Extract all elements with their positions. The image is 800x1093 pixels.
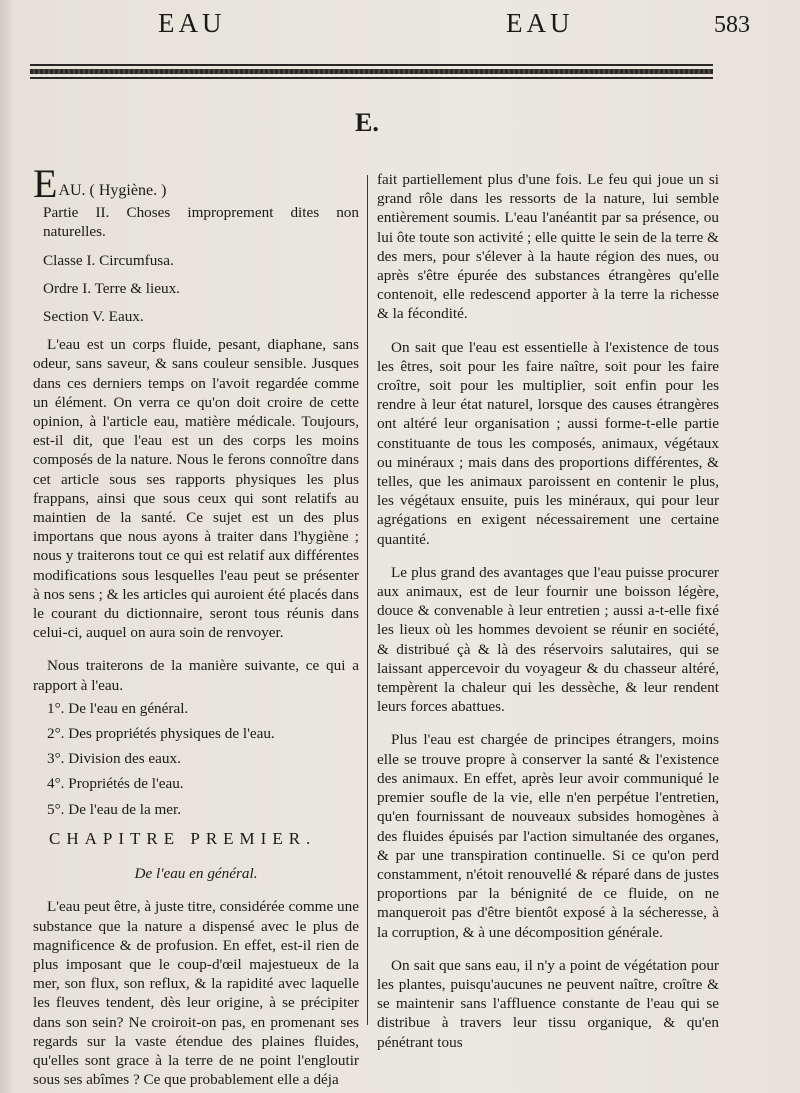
right-paragraph-5: On sait que sans eau, il n'y a point de végétation pour les plantes, puisqu'aucunes ne peuvent naître, croître & se maintenir sans l'affluence constante de l'eau qui se distribue à travers leur tissu organique, & qu'en pénétrant tous bbox=[377, 956, 719, 1051]
plan-item: 5°. De l'eau de la mer. bbox=[47, 800, 182, 818]
chapter-paragraph: L'eau peut être, à juste titre, considérée comme une substance que la nature a dispensé avec le plus de magnificence & de profusion. En effet, est-il rien de plus imposant que le coup-d'œil majestueux de la mer, son flux, son reflux, & la rapidité avec laquelle les fleuves tendent, dès leur origine, à se précipiter dans son sein? Ne croiroit-on pas, en promenant ses regards sur la vaste étendue des plaines fluides, qu'elles sont grace à la terre de ne point l'engloutir sous ses abîmes ? Ce que probablement elle a déja bbox=[33, 898, 359, 1089]
chapter-heading: CHAPITRE PREMIER. bbox=[49, 828, 317, 848]
drop-cap: E bbox=[33, 161, 58, 206]
classification-section: Section V. Eaux. bbox=[43, 308, 144, 326]
intro-paragraph: L'eau est un corps fluide, pesant, diaphane, sans odeur, sans saveur, & sans couleur sensible. Jusques dans ces derniers temps on l'avoit regardée comme un élément. On verra ce qu'on doit croire de cette opinion, à l'article eau, matière médicale. Toujours, est-il dit, que l'eau est un des corps les moins composés de la nature. Nous le ferons connoître dans cet article sous ses rapports physiques les plus frappans, ainsi que sous ceux qui sont relatifs au maintien de la santé. Ce sujet est un des plus importans que nous ayons à traiter dans l'hygiène ; nous y traiterons tout ce qui est relatif aux différentes modifications sous lesquelles l'eau peut se présenter à nos sens ; & les articles qui auroient été placés dans le courant du dictionnaire, seront tous réunis dans celui-ci, auquel on aura soin de renvoyer. bbox=[33, 336, 359, 642]
right-paragraph-1: fait partiellement plus d'une fois. Le feu qui joue un si grand rôle dans les ressorts de la nature, lui semble entièrement soumis. L'eau l'anéantit par sa présence, ou lui ôte toute son activité ; elle quitte le sein de la terre & des mers, pour s'élever à la haute région des nues, ou après s'être épurée des substances étrangères qu'elle contenoit, elle redescend apporter à la terre la richesse & la fécondité. bbox=[377, 171, 719, 323]
header-rule bbox=[30, 64, 713, 79]
right-paragraph-3: Le plus grand des avantages que l'eau puisse procurer aux animaux, est de leur fournir une boisson légère, douce & convenable à leur entretien ; aussi a-t-elle fixé les lieux où les hommes devoient se réunir en société, & distribué çà & là des réservoirs salutaires, qui se laissant appercevoir du voyageur & du chasseur altéré, tempèrent la chaleur qui les dessèche, & leur rendent leurs forces abattues. bbox=[377, 563, 719, 716]
right-column bbox=[377, 170, 719, 1052]
classification-order: Ordre I. Terre & lieux. bbox=[43, 279, 180, 297]
classification-class: Classe I. Circumfusa. bbox=[43, 251, 174, 269]
left-column bbox=[33, 161, 359, 1089]
page-number: 583 bbox=[714, 12, 750, 38]
running-head-center: EAU bbox=[506, 8, 574, 38]
plan-intro: Nous traiterons de la manière suivante, ce qui a rapport à l'eau. bbox=[33, 657, 359, 694]
right-paragraph-2: On sait que l'eau est essentielle à l'existence de tous les êtres, soit pour les faire naître, soit pour les faire croître, soit pour les multiplier, soit enfin pour les rendre à leur état naturel, lorsque des causes étrangères ont altéré leur organisation ; aussi forme-t-elle partie constituante de tous les composés, animaux, végétaux ou minéraux ; mais dans des proportions différentes, & telles, que les animaux paroissent en contenir le plus, les végétaux ensuite, puis les minéraux, qui pour leur agrégations en exigent nécessairement une certaine quantité. bbox=[377, 338, 719, 548]
plan-item: 2°. Des propriétés physiques de l'eau. bbox=[47, 725, 275, 743]
entry-title: AU. ( Hygiène. ) bbox=[58, 182, 167, 199]
right-paragraph-4: Plus l'eau est chargée de principes étrangers, moins elle se trouve propre à conserver la santé & l'existence des animaux. En effet, après leur avoir communiqué le premier soufle de la vie, elle n'en perpétue l'entretien, qu'en fournissant de nouveaux subsides homogènes à des fluides épuisés par l'action simultanée des organes, & par une transpiration continuelle. Si ce qu'on perd constamment, n'étoit renouvellé & réparé dans de justes proportions par la bénignité de ce fluide, on ne manqueroit pas d'être bientôt exposé à la sécheresse, à la corruption, & à une décomposition générale. bbox=[377, 731, 719, 941]
section-letter: E. bbox=[355, 108, 379, 137]
entry-heading bbox=[33, 161, 359, 206]
plan-item: 4°. Propriétés de l'eau. bbox=[47, 775, 184, 793]
running-head-left: EAU bbox=[158, 8, 226, 38]
column-divider bbox=[367, 175, 368, 1025]
classification-part: Partie II. Choses improprement dites non naturelles. bbox=[43, 204, 359, 241]
plan-item: 3°. Division des eaux. bbox=[47, 750, 181, 768]
plan-item: 1°. De l'eau en général. bbox=[47, 699, 189, 717]
chapter-subheading: De l'eau en général. bbox=[134, 865, 258, 883]
